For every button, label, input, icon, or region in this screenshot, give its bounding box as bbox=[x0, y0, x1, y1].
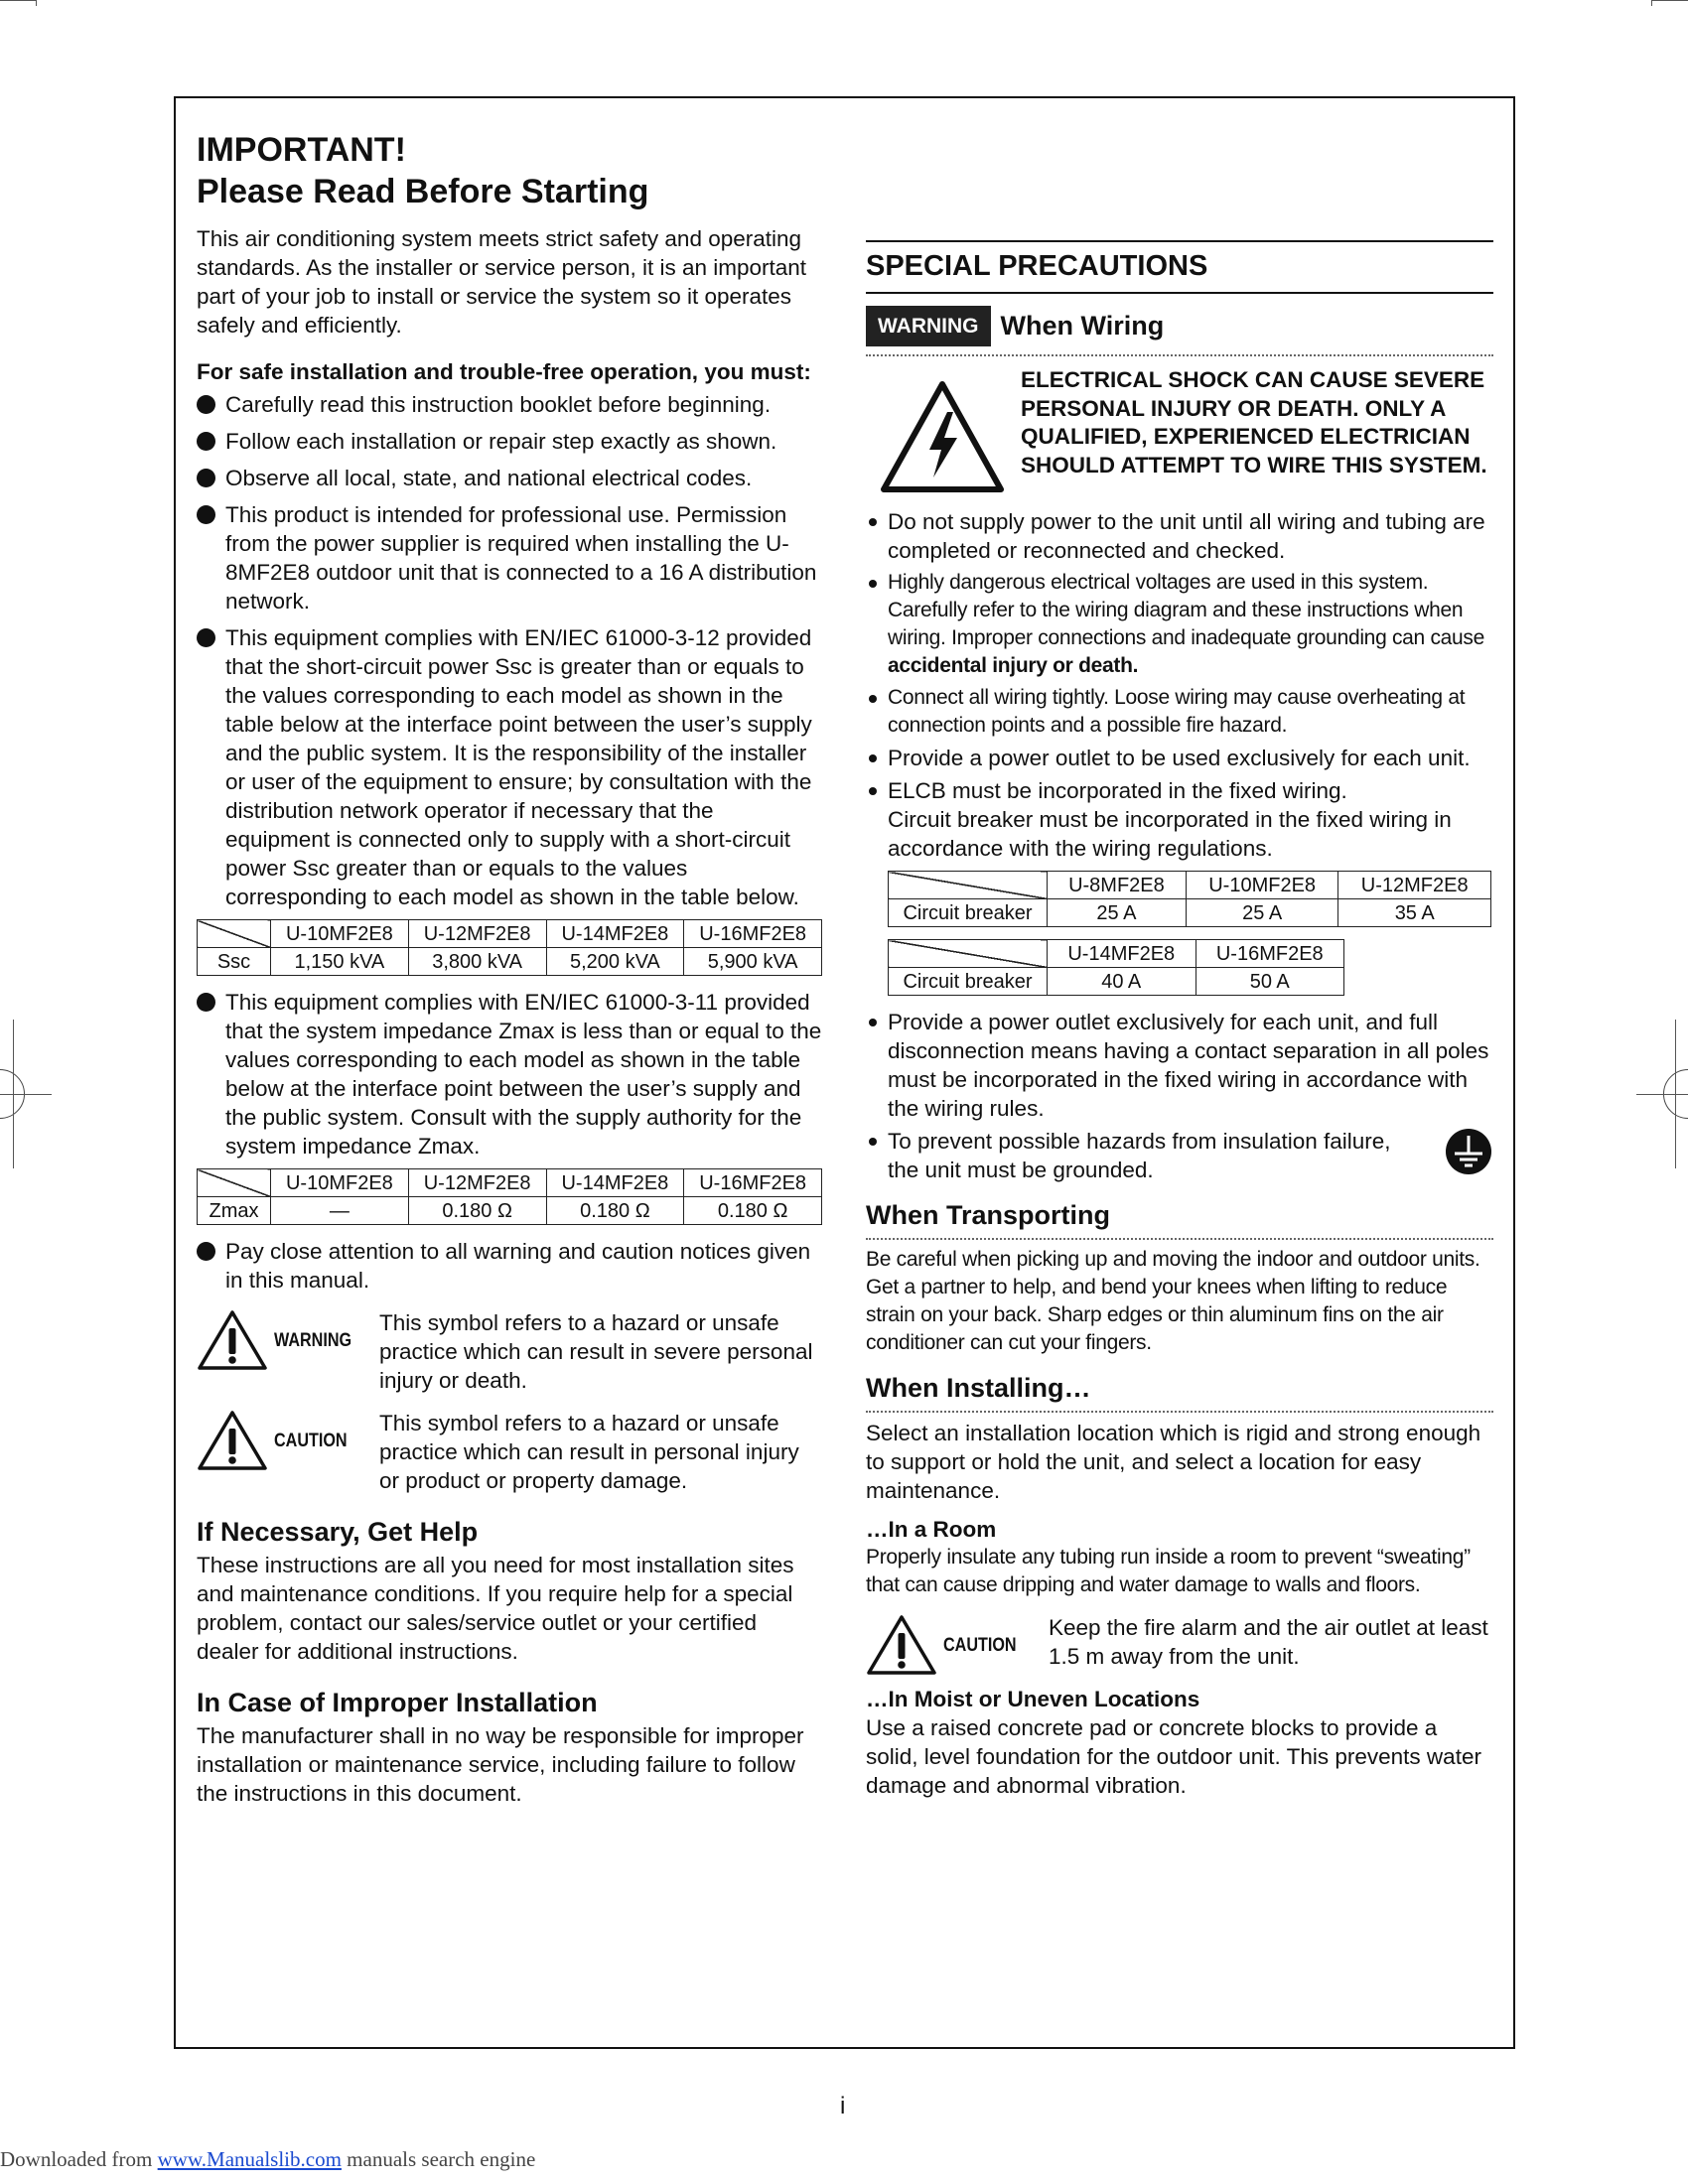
page-number: i bbox=[840, 2093, 846, 2119]
installing-heading: When Installing… bbox=[866, 1371, 1493, 1413]
table-cell: 5,900 kVA bbox=[684, 948, 822, 976]
caution-label: CAUTION bbox=[943, 1634, 1017, 1656]
wiring-section-header bbox=[866, 306, 1493, 356]
left-column bbox=[197, 129, 822, 1818]
in-room-heading: …In a Room bbox=[866, 1517, 997, 1542]
table-row-label: Circuit breaker bbox=[889, 899, 1048, 927]
list-item: Pay close attention to all warning and caution notices given in this manual. bbox=[197, 1237, 822, 1295]
wiring-heading: When Wiring bbox=[1000, 311, 1165, 341]
table-header-row bbox=[889, 940, 1344, 968]
table-header-cell: U-14MF2E8 bbox=[546, 920, 684, 948]
list-item: ELCB must be incorporated in the fixed wiring. Circuit breaker must be incorporated in the fixed wiring in accordance with the wiring regulations. bbox=[866, 776, 1493, 863]
wiring-list-2 bbox=[866, 1008, 1493, 1184]
ground-symbol-icon bbox=[1444, 1127, 1493, 1176]
registration-mark-line bbox=[13, 1020, 14, 1168]
caution-symbol-legend bbox=[197, 1409, 822, 1495]
crop-mark bbox=[1651, 0, 1652, 6]
list-item: This equipment complies with EN/IEC 61000-3-12 provided that the short-circuit power Ssc is greater than or equals to the values corresponding to each model as shown in the table below at the interface point between the user’s supply and the public system. It is the responsibility of the installer or user of the equipment to ensure; by consultation with the distribution network operator if necessary that the equipment is connected only to supply with a short-circuit power Ssc greater than or equals to the values corresponding to each model as shown in the table below. bbox=[197, 623, 822, 911]
table-header-cell: U-14MF2E8 bbox=[546, 1169, 684, 1197]
table-header-cell: U-12MF2E8 bbox=[1338, 872, 1491, 899]
table-cell: 40 A bbox=[1048, 968, 1196, 996]
warning-tag: WARNING bbox=[866, 306, 991, 346]
caution-triangle-icon bbox=[197, 1409, 268, 1472]
table-header-cell: U-16MF2E8 bbox=[684, 1169, 822, 1197]
bullet-dot-icon bbox=[869, 787, 877, 795]
bullet-dot-icon bbox=[197, 432, 215, 451]
page-title: IMPORTANT! Please Read Before Starting bbox=[197, 131, 649, 210]
table-corner-cell bbox=[889, 940, 1048, 968]
must-lead: For safe installation and trouble-free operation, you must: bbox=[197, 359, 811, 384]
warning-triangle-icon bbox=[197, 1308, 268, 1372]
registration-mark-line bbox=[1636, 1094, 1688, 1095]
table-row bbox=[889, 968, 1344, 996]
list-item: Carefully read this instruction booklet before beginning. bbox=[197, 390, 822, 419]
table-cell: 0.180 Ω bbox=[684, 1197, 822, 1225]
improper-paragraph: The manufacturer shall in no way be responsible for improper installation or maintenance service, including failure to follow the instructions in this document. bbox=[197, 1723, 804, 1806]
circuit-breaker-table-1 bbox=[888, 871, 1491, 927]
help-paragraph: These instructions are all you need for most installation sites and maintenance conditions. If you require help for a special problem, contact our sales/service outlet or your certified dealer for additional instructions. bbox=[197, 1553, 794, 1664]
table-row-label: Ssc bbox=[198, 948, 271, 976]
table-row bbox=[198, 948, 822, 976]
shock-warning bbox=[866, 366, 1493, 497]
table-cell: 0.180 Ω bbox=[546, 1197, 684, 1225]
bullet-dot-icon bbox=[869, 1019, 877, 1026]
table-corner-cell bbox=[889, 872, 1048, 899]
list-item: Follow each installation or repair step exactly as shown. bbox=[197, 427, 822, 456]
transporting-paragraph: Be careful when picking up and moving the indoor and outdoor units. Get a partner to help, and bend your knees when lifting to reduce strain on your back. Sharp edges or thin aluminum fins on the air conditioner can cut your fingers. bbox=[866, 1248, 1480, 1354]
bullet-dot-icon bbox=[869, 1138, 877, 1146]
table-header-row bbox=[198, 920, 822, 948]
table-header-row bbox=[198, 1169, 822, 1197]
installing-paragraph: Select an installation location which is rigid and strong enough to support or hold the unit, and select a location for easy maintenance. bbox=[866, 1421, 1481, 1503]
bullet-dot-icon bbox=[197, 469, 215, 487]
zmax-table bbox=[197, 1168, 822, 1225]
table-cell: 50 A bbox=[1196, 968, 1344, 996]
caution-description: This symbol refers to a hazard or unsafe practice which can result in personal injury or product or property damage. bbox=[379, 1411, 799, 1493]
crop-mark bbox=[1652, 0, 1688, 1]
caution-label: CAUTION bbox=[274, 1430, 348, 1451]
crop-mark bbox=[0, 0, 36, 1]
table-row bbox=[198, 1197, 822, 1225]
table-header-cell: U-12MF2E8 bbox=[408, 920, 546, 948]
list-item: To prevent possible hazards from insulation failure, the unit must be grounded. bbox=[866, 1127, 1493, 1184]
manualslib-link[interactable]: www.Manualslib.com bbox=[157, 2147, 342, 2171]
in-room-paragraph: Properly insulate any tubing run inside a room to prevent “sweating” that can cause dripping and water damage to walls and floors. bbox=[866, 1546, 1471, 1596]
table-row-label: Zmax bbox=[198, 1197, 271, 1225]
table-cell: 5,200 kVA bbox=[546, 948, 684, 976]
table-cell: 1,150 kVA bbox=[271, 948, 409, 976]
caution-notice-text: Keep the fire alarm and the air outlet at least 1.5 m away from the unit. bbox=[1049, 1615, 1488, 1669]
table-cell: 3,800 kVA bbox=[408, 948, 546, 976]
list-item: Provide a power outlet exclusively for each unit, and full disconnection means having a contact separation in all poles must be incorporated in the fixed wiring in accordance with the wiring rules. bbox=[866, 1008, 1493, 1123]
caution-notice bbox=[866, 1613, 1493, 1677]
crop-mark bbox=[36, 0, 37, 6]
wiring-list bbox=[866, 507, 1493, 863]
table-cell: 35 A bbox=[1338, 899, 1491, 927]
table-corner-cell bbox=[198, 920, 271, 948]
shock-warning-text: ELECTRICAL SHOCK CAN CAUSE SEVERE PERSONAL INJURY OR DEATH. ONLY A QUALIFIED, EXPERIENCED ELECTRICIAN SHOULD ATTEMPT TO WIRE THIS SYSTEM. bbox=[1021, 367, 1487, 478]
bullet-dot-icon bbox=[197, 628, 215, 647]
table-header-cell: U-14MF2E8 bbox=[1048, 940, 1196, 968]
ssc-table bbox=[197, 919, 822, 976]
list-item: Connect all wiring tightly. Loose wiring may cause overheating at connection points and a possible fire hazard. bbox=[866, 684, 1493, 740]
bullet-dot-icon bbox=[197, 395, 215, 414]
bullet-dot-icon bbox=[197, 1242, 215, 1261]
download-footer: Downloaded from www.Manualslib.com manuals search engine bbox=[0, 2147, 536, 2171]
table-header-cell: U-16MF2E8 bbox=[684, 920, 822, 948]
help-heading: If Necessary, Get Help bbox=[197, 1517, 479, 1547]
bullet-dot-icon bbox=[869, 754, 877, 762]
list-item: Highly dangerous electrical voltages are used in this system. Carefully refer to the wiring diagram and these instructions when wiring. Improper connections and inadequate grounding can cause accidental injury or death. bbox=[866, 569, 1493, 680]
table-cell: 25 A bbox=[1048, 899, 1187, 927]
requirements-list-3 bbox=[197, 1237, 822, 1295]
table-header-cell: U-10MF2E8 bbox=[271, 1169, 409, 1197]
transporting-heading: When Transporting bbox=[866, 1198, 1493, 1240]
requirements-list bbox=[197, 390, 822, 911]
bullet-dot-icon bbox=[869, 518, 877, 526]
electrical-hazard-icon bbox=[878, 378, 1007, 497]
moist-locations-paragraph: Use a raised concrete pad or concrete blocks to provide a solid, level foundation for the outdoor unit. This prevents water damage and abnormal vibration. bbox=[866, 1715, 1481, 1798]
moist-locations-heading: …In Moist or Uneven Locations bbox=[866, 1687, 1200, 1711]
list-item: Do not supply power to the unit until all wiring and tubing are completed or reconnected and checked. bbox=[866, 507, 1493, 565]
requirements-list-2 bbox=[197, 988, 822, 1160]
circuit-breaker-table-2 bbox=[888, 939, 1344, 996]
table-header-cell: U-12MF2E8 bbox=[408, 1169, 546, 1197]
special-precautions-heading: SPECIAL PRECAUTIONS bbox=[866, 248, 1493, 294]
table-header-cell: U-10MF2E8 bbox=[271, 920, 409, 948]
table-header-cell: U-8MF2E8 bbox=[1048, 872, 1187, 899]
table-cell: — bbox=[271, 1197, 409, 1225]
table-corner-cell bbox=[198, 1169, 271, 1197]
list-item: Observe all local, state, and national electrical codes. bbox=[197, 464, 822, 492]
caution-triangle-icon bbox=[866, 1613, 937, 1677]
table-cell: 25 A bbox=[1186, 899, 1338, 927]
bullet-dot-icon bbox=[869, 580, 877, 588]
table-row-label: Circuit breaker bbox=[889, 968, 1048, 996]
warning-symbol-legend bbox=[197, 1308, 822, 1395]
list-item: This equipment complies with EN/IEC 61000-3-11 provided that the system impedance Zmax is less than or equal to the values corresponding to each model as shown in the table below at the interface point between the user’s supply and the public system. Consult with the supply authority for the system impedance Zmax. bbox=[197, 988, 822, 1160]
table-cell: 0.180 Ω bbox=[408, 1197, 546, 1225]
bullet-dot-icon bbox=[197, 505, 215, 524]
registration-mark-line bbox=[1675, 1020, 1676, 1168]
table-header-row bbox=[889, 872, 1491, 899]
right-column bbox=[866, 238, 1493, 1810]
registration-mark-line bbox=[0, 1094, 52, 1095]
table-header-cell: U-10MF2E8 bbox=[1186, 872, 1338, 899]
warning-label: WARNING bbox=[274, 1329, 352, 1351]
table-header-cell: U-16MF2E8 bbox=[1196, 940, 1344, 968]
intro-paragraph: This air conditioning system meets strict safety and operating standards. As the installer or service person, it is an important part of your job to install or service the system so it operates safely and efficiently. bbox=[197, 226, 807, 338]
list-item: This product is intended for professional use. Permission from the power supplier is required when installing the U-8MF2E8 outdoor unit that is connected to a 16 A distribution network. bbox=[197, 500, 822, 615]
bullet-dot-icon bbox=[197, 993, 215, 1012]
list-item: Provide a power outlet to be used exclusively for each unit. bbox=[866, 744, 1493, 772]
bullet-dot-icon bbox=[869, 695, 877, 703]
table-row bbox=[889, 899, 1491, 927]
warning-description: This symbol refers to a hazard or unsafe practice which can result in severe personal injury or death. bbox=[379, 1310, 813, 1393]
improper-heading: In Case of Improper Installation bbox=[197, 1688, 598, 1717]
